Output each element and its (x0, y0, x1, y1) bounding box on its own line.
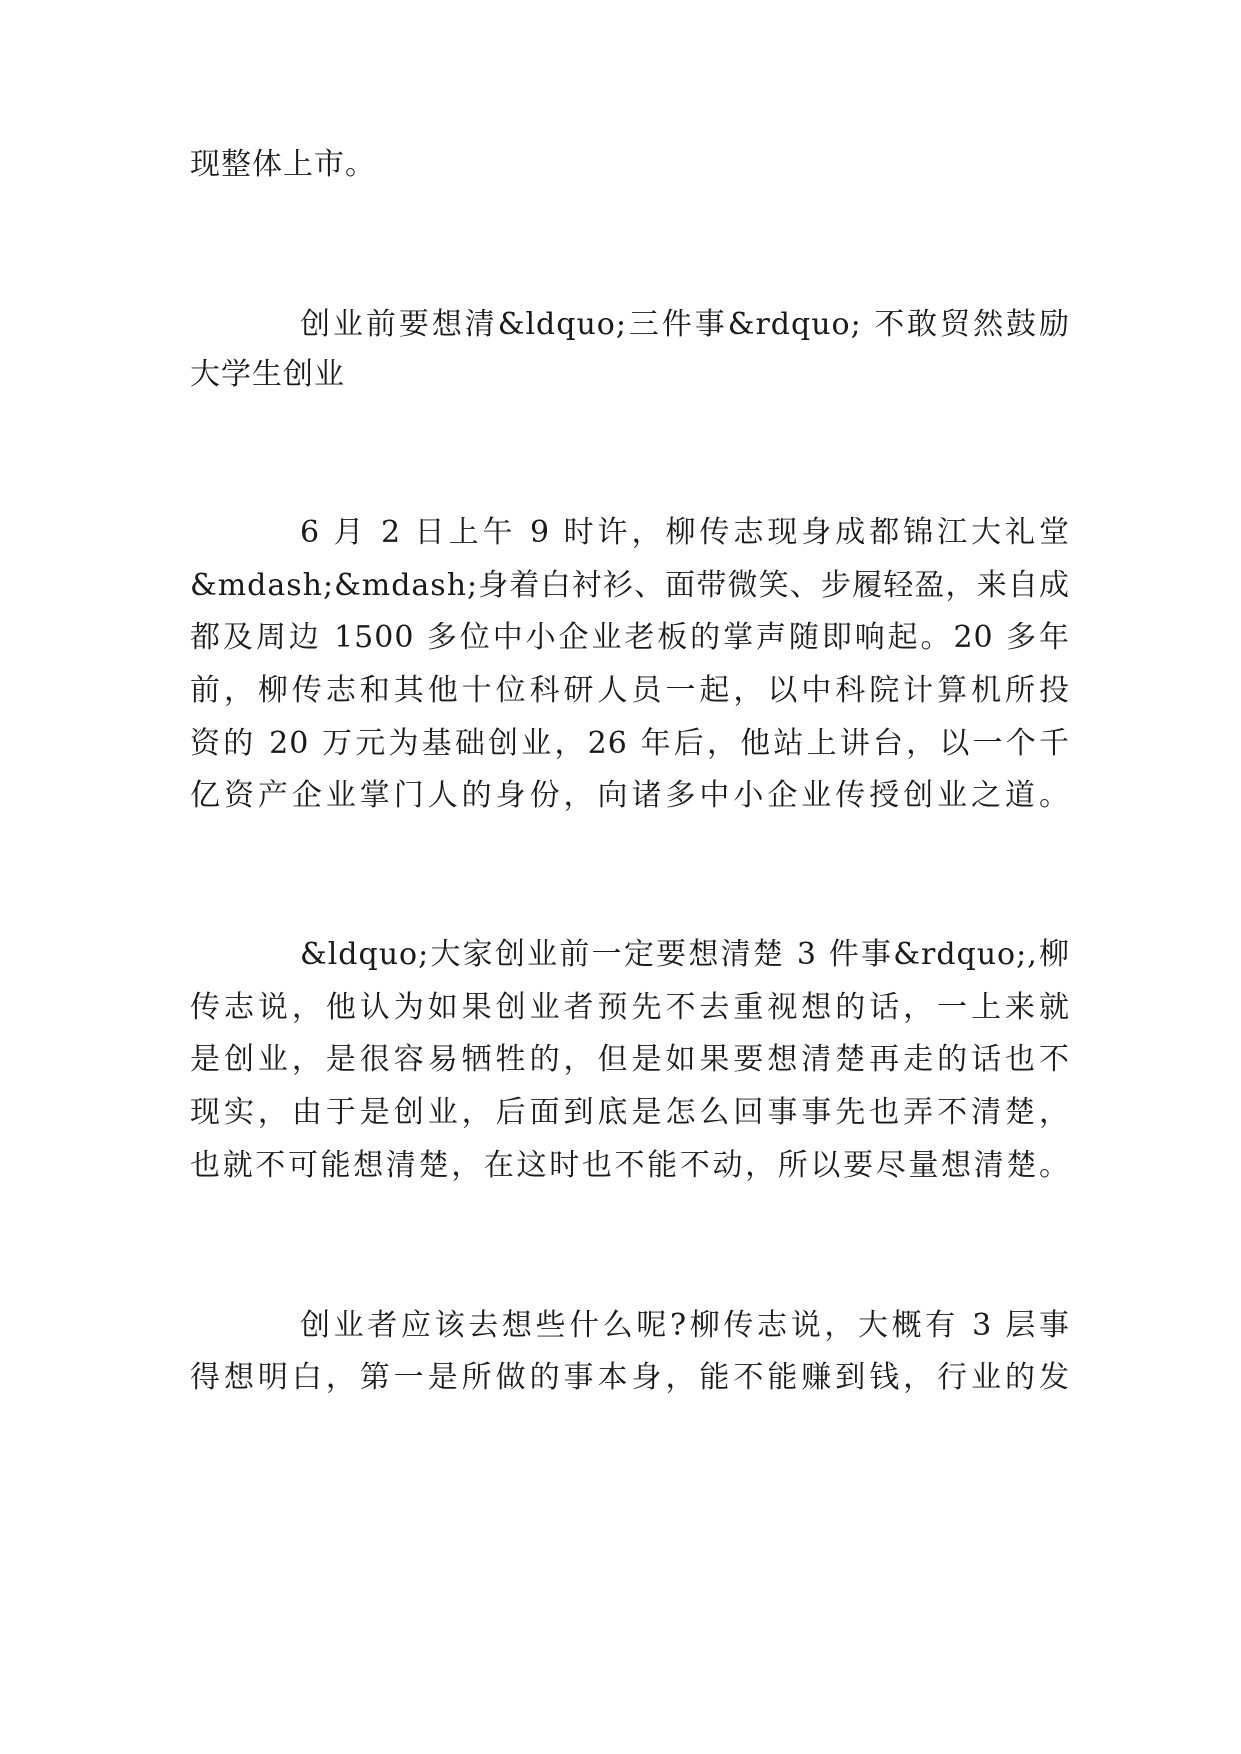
paragraph-4-line-1: 创业者应该去想些什么呢?柳传志说，大概有 3 层事 (300, 1308, 1070, 1343)
paragraph-3-line-2: 传志说，他认为如果创业者预先不去重视想的话，一上来就 (190, 990, 1070, 1025)
section-heading-line-2: 大学生创业 (190, 357, 345, 392)
section-heading-line-1: 创业前要想清&ldquo;三件事&rdquo; 不敢贸然鼓励 (300, 307, 1070, 342)
paragraph-3-line-5: 也就不可能想清楚，在这时也不能不动，所以要尽量想清楚。 (190, 1148, 1070, 1183)
paragraph-2-line-3: 都及周边 1500 多位中小企业老板的掌声随即响起。20 多年 (190, 620, 1070, 655)
paragraph-2-line-5: 资的 20 万元为基础创业，26 年后，他站上讲台，以一个千 (190, 726, 1070, 761)
paragraph-2-line-2: &mdash;&mdash;身着白衬衫、面带微笑、步履轻盈，来自成 (190, 568, 1070, 603)
paragraph-3-line-4: 现实，由于是创业，后面到底是怎么回事事先也弄不清楚， (190, 1095, 1070, 1130)
paragraph-2-line-6: 亿资产企业掌门人的身份，向诸多中小企业传授创业之道。 (190, 778, 1070, 813)
paragraph-1-line-1: 现整体上市。 (190, 147, 376, 182)
paragraph-4-line-2: 得想明白，第一是所做的事本身，能不能赚到钱，行业的发 (190, 1360, 1070, 1395)
paragraph-3-line-1: &ldquo;大家创业前一定要想清楚 3 件事&rdquo;,柳 (300, 937, 1070, 972)
paragraph-3-line-3: 是创业，是很容易牺牲的，但是如果要想清楚再走的话也不 (190, 1042, 1070, 1077)
paragraph-2-line-4: 前，柳传志和其他十位科研人员一起，以中科院计算机所投 (190, 673, 1070, 708)
paragraph-2-line-1: 6 月 2 日上午 9 时许，柳传志现身成都锦江大礼堂 (300, 515, 1070, 550)
